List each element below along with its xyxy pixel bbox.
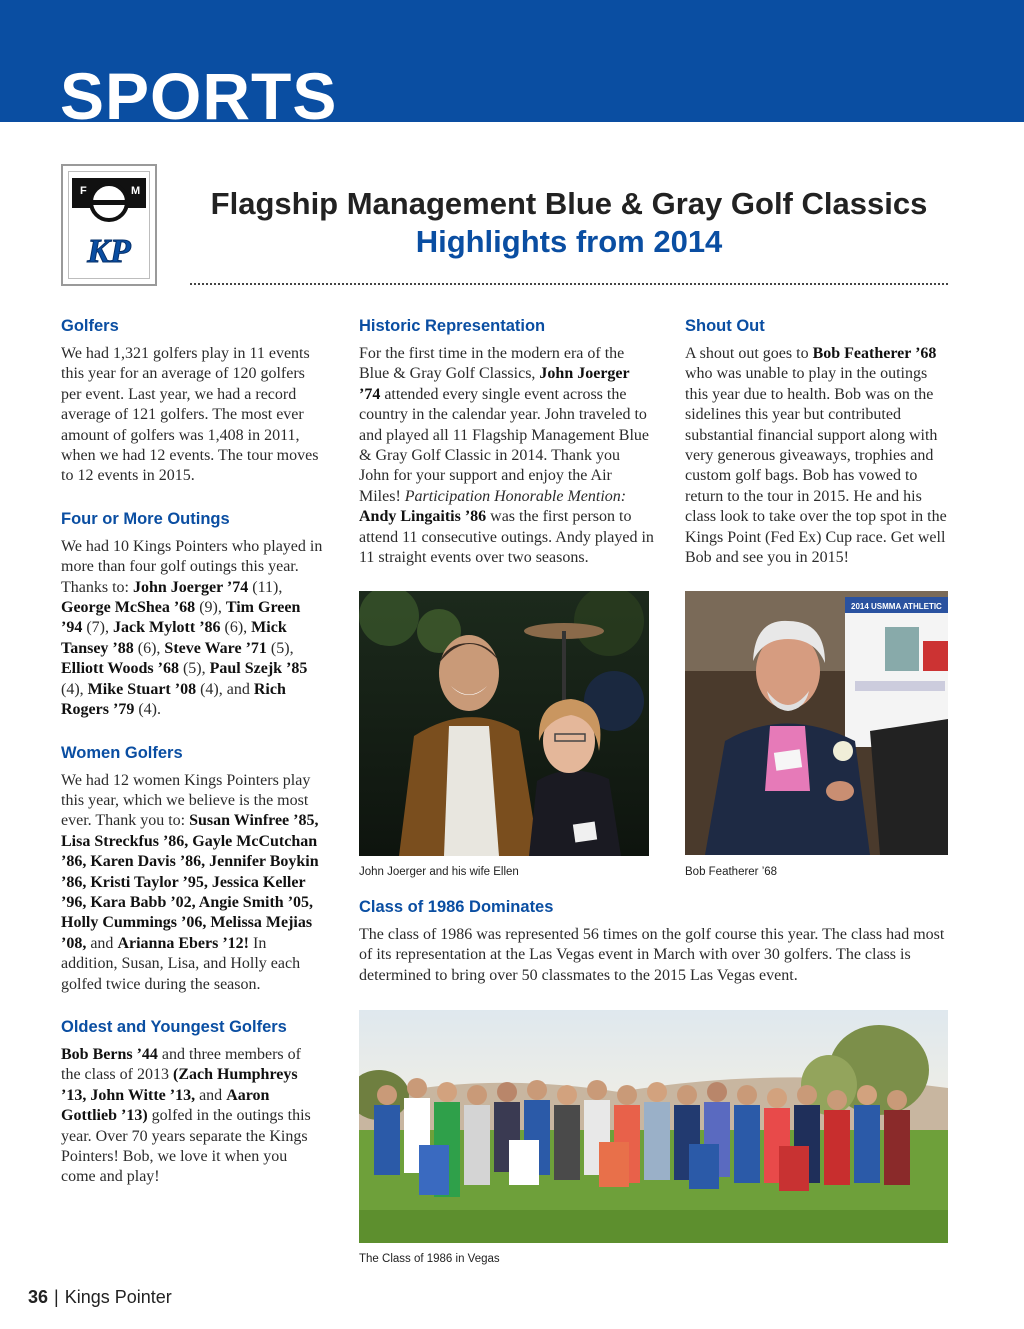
golfers-heading: Golfers [61, 317, 119, 335]
golfer-name: Jack Mylott ’86 [112, 619, 221, 637]
headline-title: Flagship Management Blue & Gray Golf Classics [210, 186, 928, 221]
photo-bob-featherer [685, 591, 948, 855]
oldest-youngest-text [61, 1045, 323, 1188]
historic-text [359, 344, 654, 568]
historic-heading: Historic Representation [359, 317, 546, 335]
honorable-mention: Participation Honorable Mention: [404, 487, 627, 505]
golfer-name: Mike Stuart ’08 [87, 680, 197, 698]
golfer-name: Mick Tansey ’88 [61, 619, 287, 657]
historic-name: John Joerger ’74 [359, 365, 630, 403]
page-number: 36 [28, 1287, 49, 1307]
shout-out-heading: Shout Out [685, 317, 765, 335]
golfer-count: (4), [61, 680, 88, 698]
four-outings-text [61, 537, 323, 721]
historic-text-part: attended every single event across the country in the calendar year. John traveled to and played all 11 Flagship Management Blue & Gray Golf Classic in 2014. Thank you John for your support and enjoy the Air Miles! [359, 385, 650, 505]
oldest-name: Bob Berns ’44 [61, 1045, 158, 1063]
golfer-count: (6), [133, 639, 165, 657]
class-1986-text: The class of 1986 was represented 56 times on the golf course this year. The class had most of its representation at the Las Vegas event in March with over 30 golfers. The class is determined to bring over 50 classmates to the 2015 Las Vegas event. [359, 926, 945, 984]
section-title: SPORTS [60, 59, 338, 133]
headline-subtitle: Highlights from 2014 [415, 224, 723, 259]
middle-column [359, 316, 654, 586]
women-and: and [86, 934, 118, 952]
photo-bob-featherer-caption: Bob Featherer ’68 [685, 866, 778, 878]
logo-letter-m: M [131, 185, 141, 197]
logo-letter-f: F [80, 185, 87, 197]
golfer-name: Paul Szejk ’85 [209, 660, 308, 678]
golfer-name: Tim Green ’94 [61, 599, 301, 637]
photo-john-joerger [359, 591, 649, 856]
four-outings-intro: We had 10 Kings Pointers who played in more than four golf outings this year. Thanks to: [61, 537, 323, 596]
women-outro: In addition, Susan, Lisa, and Holly each golfed twice during the season. [61, 934, 301, 993]
left-column [61, 316, 323, 1206]
women-names: Susan Winfree ’85, Lisa Streckfus ’86, Gayle McCutchan ’86, Karen Davis ’86, Jennifer Boykin ’86, Kristi Taylor ’95, Jessica Keller ’96, Kara Babb ’02, Angie Smith ’05, Holly Cummings ’06, Melissa Mejias ’08, [61, 812, 319, 952]
logo-kp-letters: KP [87, 233, 131, 270]
oldest-text-part: golfed in the outings this year. Over 70 years separate the Kings Pointers! Bob, we love it when you come and play! [61, 1107, 311, 1186]
golfer-count: (5), [178, 660, 210, 678]
oldest-youngest-heading: Oldest and Youngest Golfers [61, 1017, 287, 1036]
women-intro: We had 12 women Kings Pointers play this year, which we believe is the most ever. Thank you to: [61, 771, 311, 830]
youngest-last-name: Aaron Gottlieb ’13) [61, 1086, 270, 1125]
article-headline [190, 185, 948, 261]
headline-divider [190, 283, 948, 285]
golfer-count: (4), and [196, 680, 254, 698]
golfer-count: (5), [266, 639, 294, 657]
women-last-name: Arianna Ebers ’12! [117, 934, 249, 952]
class-1986-heading: Class of 1986 Dominates [359, 898, 554, 916]
shout-text-part: who was unable to play in the outings this year due to health. Bob was on the sidelines this year but contributed substantial financial support along with very generous giveaways, trophies and custom golf bags. Bob has vowed to return to the tour in 2015. He and his class look to take over the top spot in the Kings Point (Fed Ex) Cup race. Get well Bob and see you in 2015! [685, 365, 947, 567]
golfer-count: (9), [195, 599, 226, 617]
photo-john-joerger-caption: John Joerger and his wife Ellen [359, 866, 519, 878]
golfer-count: (4). [134, 701, 161, 719]
youngest-names: (Zach Humphreys ’13, John Witte ’13, [61, 1066, 298, 1104]
page-footer [28, 1286, 172, 1308]
golfer-name: Elliott Woods ’68 [61, 660, 179, 678]
golfer-count: (11), [248, 578, 283, 596]
shout-name: Bob Featherer ’68 [812, 345, 937, 362]
kings-point-logo [61, 164, 157, 286]
oldest-and: and [195, 1086, 227, 1104]
photo-class-1986-caption: The Class of 1986 in Vegas [359, 1253, 500, 1265]
four-outings-heading: Four or More Outings [61, 509, 230, 528]
golfer-name: John Joerger ’74 [133, 578, 249, 596]
historic-text-part: For the first time in the modern era of the Blue & Gray Golf Classics, [359, 345, 625, 383]
golfer-count: (6), [220, 619, 252, 637]
women-golfers-heading: Women Golfers [61, 743, 183, 762]
class-1986-section [359, 897, 949, 1004]
golfer-name: Rich Rogers ’79 [61, 680, 286, 719]
golfer-name: George McShea ’68 [61, 599, 196, 617]
golfer-count: (7), [82, 619, 113, 637]
shout-out-text [685, 344, 948, 568]
fm-kp-emblem-icon [69, 172, 149, 278]
right-column [685, 316, 948, 586]
shout-text-part: A shout out goes to [685, 345, 813, 362]
historic-name: Andy Lingaitis ’86 [359, 508, 487, 526]
oldest-text-part: and three members of the class of 2013 [61, 1045, 301, 1084]
golfers-text: We had 1,321 golfers play in 11 events this year for an average of 120 golfers per event. Last year, we had a record average of 121 golfers. The most ever amount of golfers was 1,408 in 2011, when we had 12 events. The tour moves to 12 events in 2015. [61, 345, 319, 485]
banner-sign-text: 2014 USMMA ATHLETIC [851, 602, 942, 611]
golfer-name: Steve Ware ’71 [164, 639, 267, 657]
photo-class-1986-group [359, 1010, 948, 1243]
publication-name: Kings Pointer [64, 1287, 172, 1307]
footer-separator: | [54, 1287, 59, 1307]
historic-text-part: was the first person to attend 11 consecutive outings. Andy played in 11 straight events over two seasons. [359, 508, 654, 567]
women-golfers-text [61, 771, 323, 995]
